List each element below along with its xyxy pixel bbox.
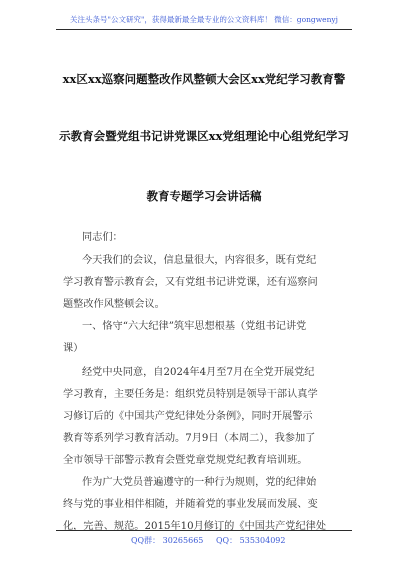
document-title-line-3: 教育专题学习会讲话稿 bbox=[146, 189, 262, 203]
heading1-line-1: 一、恪守“六大纪律”筑牢思想根基（党组书记讲党 bbox=[82, 321, 307, 332]
heading1-line-2: 课） bbox=[63, 343, 84, 354]
document-title-line-2: 示教育会暨党组书记讲党课区xx党组理论中心组党纪学习 bbox=[59, 129, 349, 143]
para1-line-2: 学习教育警示教育会，又有党组书记讲党课，还有巡察问 bbox=[63, 277, 318, 288]
header-notice: 关注头条号"公文研究"，获得最新最全最专业的公文资料库！ 微信：gongwenyj bbox=[56, 14, 352, 30]
footer-qq: QQ： 535304092 bbox=[216, 536, 286, 545]
para3-line-1: 作为广大党员普遍遵守的一种行为规则，党的纪律始 bbox=[82, 477, 317, 488]
para2-line-3: 习修订后的《中国共产党纪律处分条例》，同时开展警示 bbox=[63, 411, 313, 422]
footer-qq-group: QQ群： 30265665 bbox=[131, 536, 204, 545]
footer-contact bbox=[56, 530, 352, 545]
para1-line-3: 题整改作风整顿会议。 bbox=[63, 299, 165, 310]
para2-line-1: 经党中央同意，自2024年4月至7月在全党开展党纪 bbox=[82, 367, 315, 378]
para3-line-3: 化，完善、规范。2015年10月修订的《中国共产党纪律处 bbox=[63, 521, 327, 532]
document-title-line-1: xx区xx巡察问题整改作风整顿大会区xx党纪学习教育警 bbox=[62, 72, 346, 86]
salutation: 同志们： bbox=[82, 232, 123, 243]
para2-line-5: 全市领导干部警示教育会暨党章党规党纪教育培训班。 bbox=[63, 455, 308, 466]
para2-line-2: 学习教育，主要任务是：组织党员特别是领导干部认真学 bbox=[63, 389, 318, 400]
para3-line-2: 终与党的事业相伴相随，并随着党的事业发展而发展、变 bbox=[63, 499, 318, 510]
para2-line-4: 教育等系列学习教育活动。7月9日（本周二），我参加了 bbox=[63, 433, 316, 444]
para1-line-1: 今天我们的会议，信息量很大，内容很多，既有党纪 bbox=[82, 255, 317, 266]
